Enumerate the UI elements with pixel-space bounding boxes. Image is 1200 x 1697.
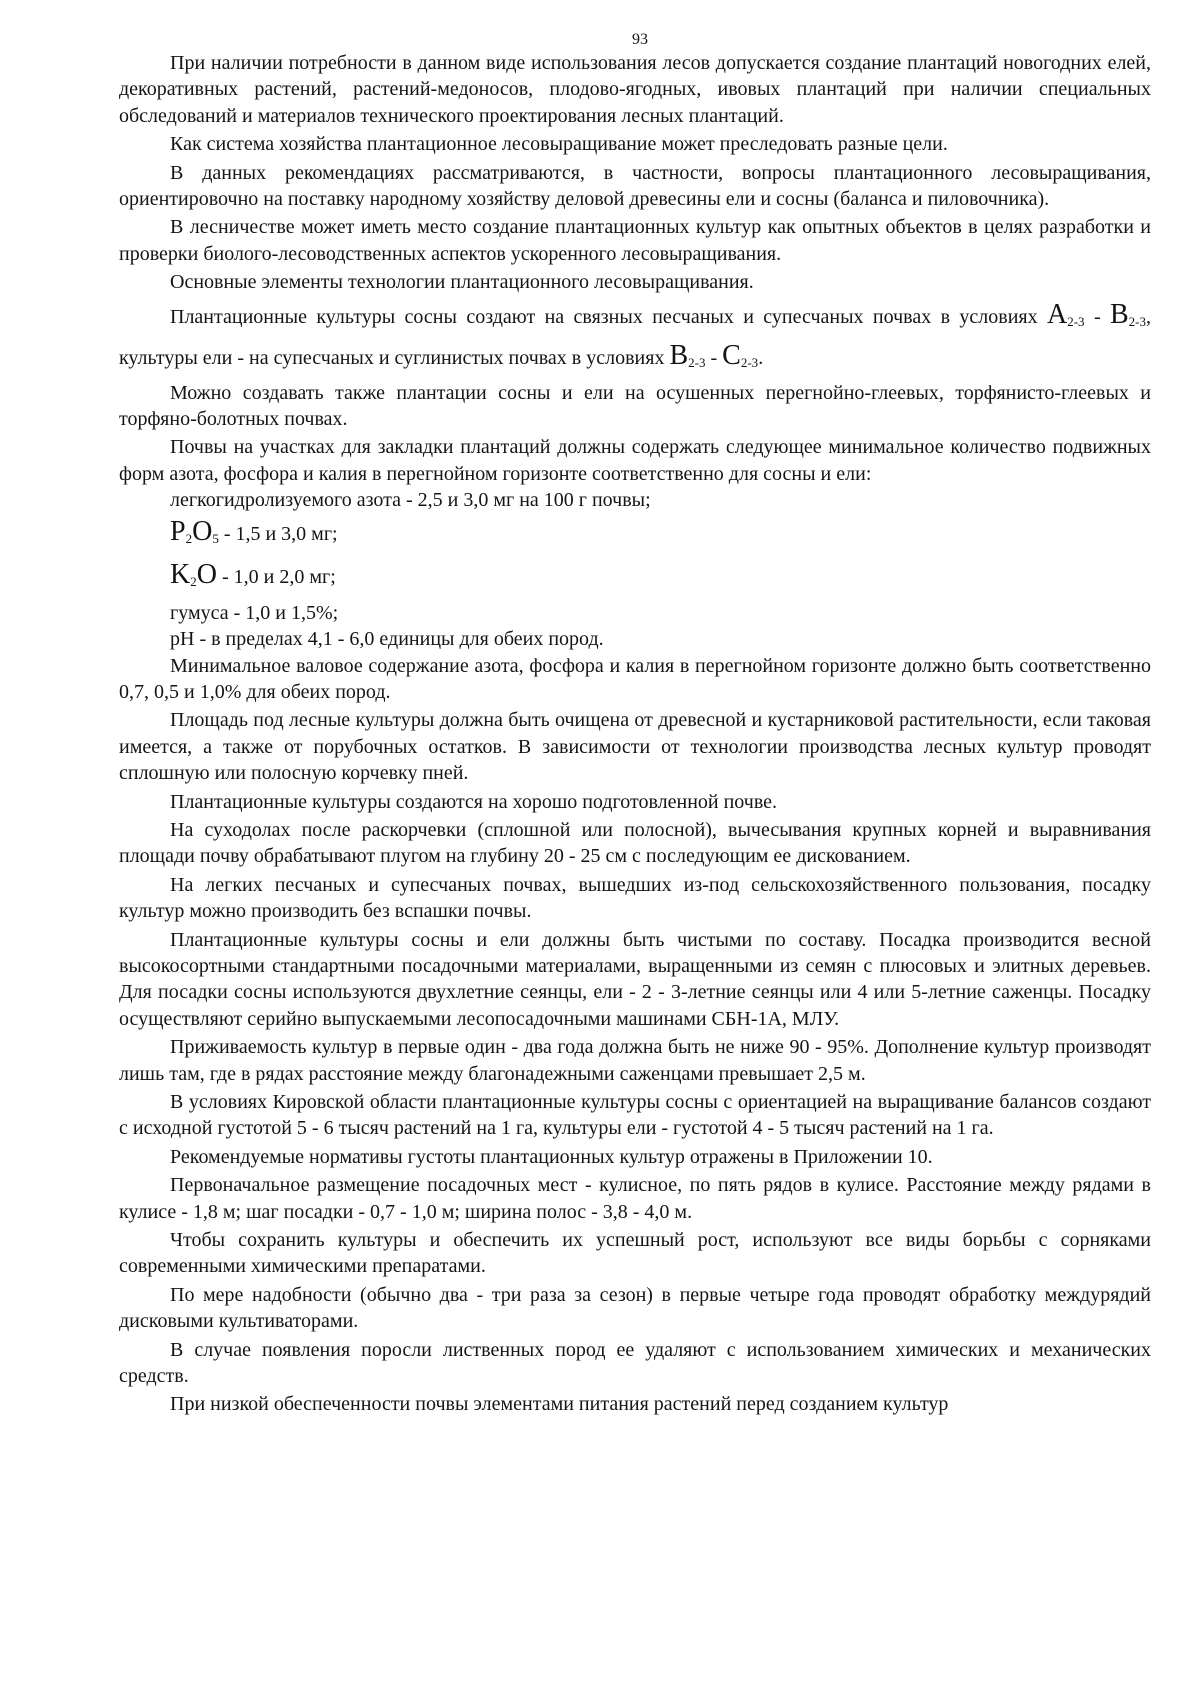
paragraph-deciduous-removal: В случае появления поросли лиственных пород ее удаляют с использованием химических и механических средств. <box>119 1338 1151 1388</box>
paragraph-weed-control: Чтобы сохранить культуры и обеспечить их успешный рост, используют все виды борьбы с сорняками современными химическими препаратами. <box>119 1229 1151 1278</box>
paragraph-low-fertility: При низкой обеспеченности почвы элементами питания растений перед созданием культур <box>170 1393 949 1416</box>
spruce-condition-to-index: 2-3 <box>740 354 759 370</box>
p2o5-value: - 1,5 и 3,0 мг; <box>223 522 338 545</box>
soil-conditions-lead: Плантационные культуры сосны создают на связных песчаных и супесчаных почвах в условиях <box>170 305 1038 328</box>
spruce-condition-to: C <box>722 339 741 371</box>
paragraph-management-goals: Как система хозяйства плантационное лесовыращивание может преследовать разные цели. <box>170 133 948 156</box>
page-number: 93 <box>632 31 648 48</box>
paragraph-site-clearing: Площадь под лесные культуры должна быть очищена от древесной и кустарниковой растительности, если таковая имеется, а также от порубочных остатков. В зависимости от технологии производства лесных культур проводят сплошную или полосную корчевку пней. <box>119 709 1151 785</box>
spruce-condition-dash: - <box>710 346 718 369</box>
p2o5-p-index: 2 <box>185 530 193 546</box>
paragraph-plantation-types: При наличии потребности в данном виде использования лесов допускается создание плантаций новогодних елей, декоративных растений, растений-медоносов, плодово-ягодных, ивовых плантаций при наличии специальных обследований и материалов технического проектирования лесных плантаций. <box>119 52 1151 127</box>
paragraph-recommendations-scope: В данных рекомендациях рассматриваются, в частности, вопросы плантационного лесовыращивания, ориентировочно на поставку народному хозяйству деловой древесины ели и сосны (баланса и пиловочника). <box>119 161 1151 211</box>
pine-condition-to: B <box>1109 298 1129 330</box>
spruce-condition-from: B <box>669 339 689 371</box>
k2o-k: K <box>170 558 191 590</box>
paragraph-kirov-density: В условиях Кировской области плантационные культуры сосны с ориентацией на выращивание балансов создают с исходной густотой 5 - 6 тысяч растений на 1 га, культуры ели - густотой 4 - 5 тысяч растений на 1 га. <box>119 1091 1151 1140</box>
paragraph-total-content: Минимальное валовое содержание азота, фосфора и калия в перегнойном горизонте должно быть соответственно 0,7, 0,5 и 1,0% для обеих пород. <box>119 654 1151 703</box>
nutrient-humus: гумуса - 1,0 и 1,5%; <box>170 601 339 624</box>
soil-conditions-middle: , культуры ели - на супесчаных и суглинистых почвах в условиях <box>119 305 1152 369</box>
spruce-condition-from-index: 2-3 <box>688 354 706 370</box>
paragraph-prepared-soil: Плантационные культуры создаются на хорошо подготовленной почве. <box>170 790 778 813</box>
k2o-value: - 1,0 и 2,0 мг; <box>221 565 336 588</box>
p2o5-o-index: 5 <box>212 530 219 546</box>
paragraph-initial-placement: Первоначальное размещение посадочных мест - кулисное, по пять рядов в кулисе. Расстояние между рядами в кулисе - 1,8 м; шаг посадки - 0,7 - 1,0 м; ширина полос - 3,8 - 4,0 м. <box>119 1174 1151 1223</box>
paragraph-technology-elements: Основные элементы технологии плантационного лесовыращивания. <box>170 271 754 294</box>
nutrient-nitrogen: легкогидролизуемого азота - 2,5 и 3,0 мг на 100 г почвы; <box>170 489 651 512</box>
nutrient-potassium <box>119 557 1151 600</box>
k2o-k-index: 2 <box>190 573 197 589</box>
p2o5-o: O <box>192 515 213 547</box>
paragraph-soil-conditions <box>119 298 1151 380</box>
pine-condition-to-index: 2-3 <box>1128 313 1147 329</box>
pine-condition-from-index: 2-3 <box>1067 313 1085 329</box>
k2o-o: O <box>196 558 217 590</box>
p2o5-p: P <box>170 515 186 547</box>
paragraph-experimental-plots: В лесничестве может иметь место создание плантационных культур как опытных объектов в целях разработки и проверки биолого-лесоводственных аспектов ускоренного лесовыращивания. <box>119 216 1151 265</box>
paragraph-cultivation: По мере надобности (обычно два - три раза за сезон) в первые четыре года проводят обработку междурядий дисковыми культиваторами. <box>119 1283 1151 1333</box>
paragraph-light-soils: На легких песчаных и супесчаных почвах, вышедших из-под сельскохозяйственного пользования, посадку культур можно производить без вспашки почвы. <box>119 873 1151 923</box>
nutrient-phosphorus <box>119 514 1151 557</box>
paragraph-drained-soils: Можно создавать также плантации сосны и ели на осушенных перегнойно-глеевых, торфянисто-глеевых и торфяно-болотных почвах. <box>119 381 1151 431</box>
soil-conditions-end: . <box>758 346 764 369</box>
nutrient-ph: pH - в пределах 4,1 - 6,0 единицы для обеих пород. <box>170 628 604 651</box>
pine-condition-dash: - <box>1093 305 1101 328</box>
pine-condition-from: A <box>1046 298 1068 330</box>
paragraph-ploughing: На суходолах после раскорчевки (сплошной или полосной), вычесывания крупных корней и выравнивания площади почву обрабатывают плугом на глубину 20 - 25 см с последующим ее дискованием. <box>119 818 1151 868</box>
paragraph-appendix-reference: Рекомендуемые нормативы густоты плантационных культур отражены в Приложении 10. <box>170 1145 933 1168</box>
paragraph-survival: Приживаемость культур в первые один - два года должна быть не ниже 90 - 95%. Дополнение культур производят лишь там, где в рядах расстояние между благонадежными саженцами превышает 2,5 м. <box>119 1036 1151 1085</box>
paragraph-planting: Плантационные культуры сосны и ели должны быть чистыми по составу. Посадка производится весной высокосортными стандартными посадочными материалами, выращенными из семян с плюсовых и элитных деревьев. Для посадки сосны используются двухлетние сеянцы, ели - 2 - 3-летние сеянцы или 4 или 5-летние саженцы. Посадку осуществляют серийно выпускаемыми лесопосадочными машинами СБН-1А, МЛУ. <box>119 928 1151 1030</box>
paragraph-nutrient-requirements: Почвы на участках для закладки плантаций должны содержать следующее минимальное количество подвижных форм азота, фосфора и калия в перегнойном горизонте соответственно для сосны и ели: <box>119 436 1151 485</box>
